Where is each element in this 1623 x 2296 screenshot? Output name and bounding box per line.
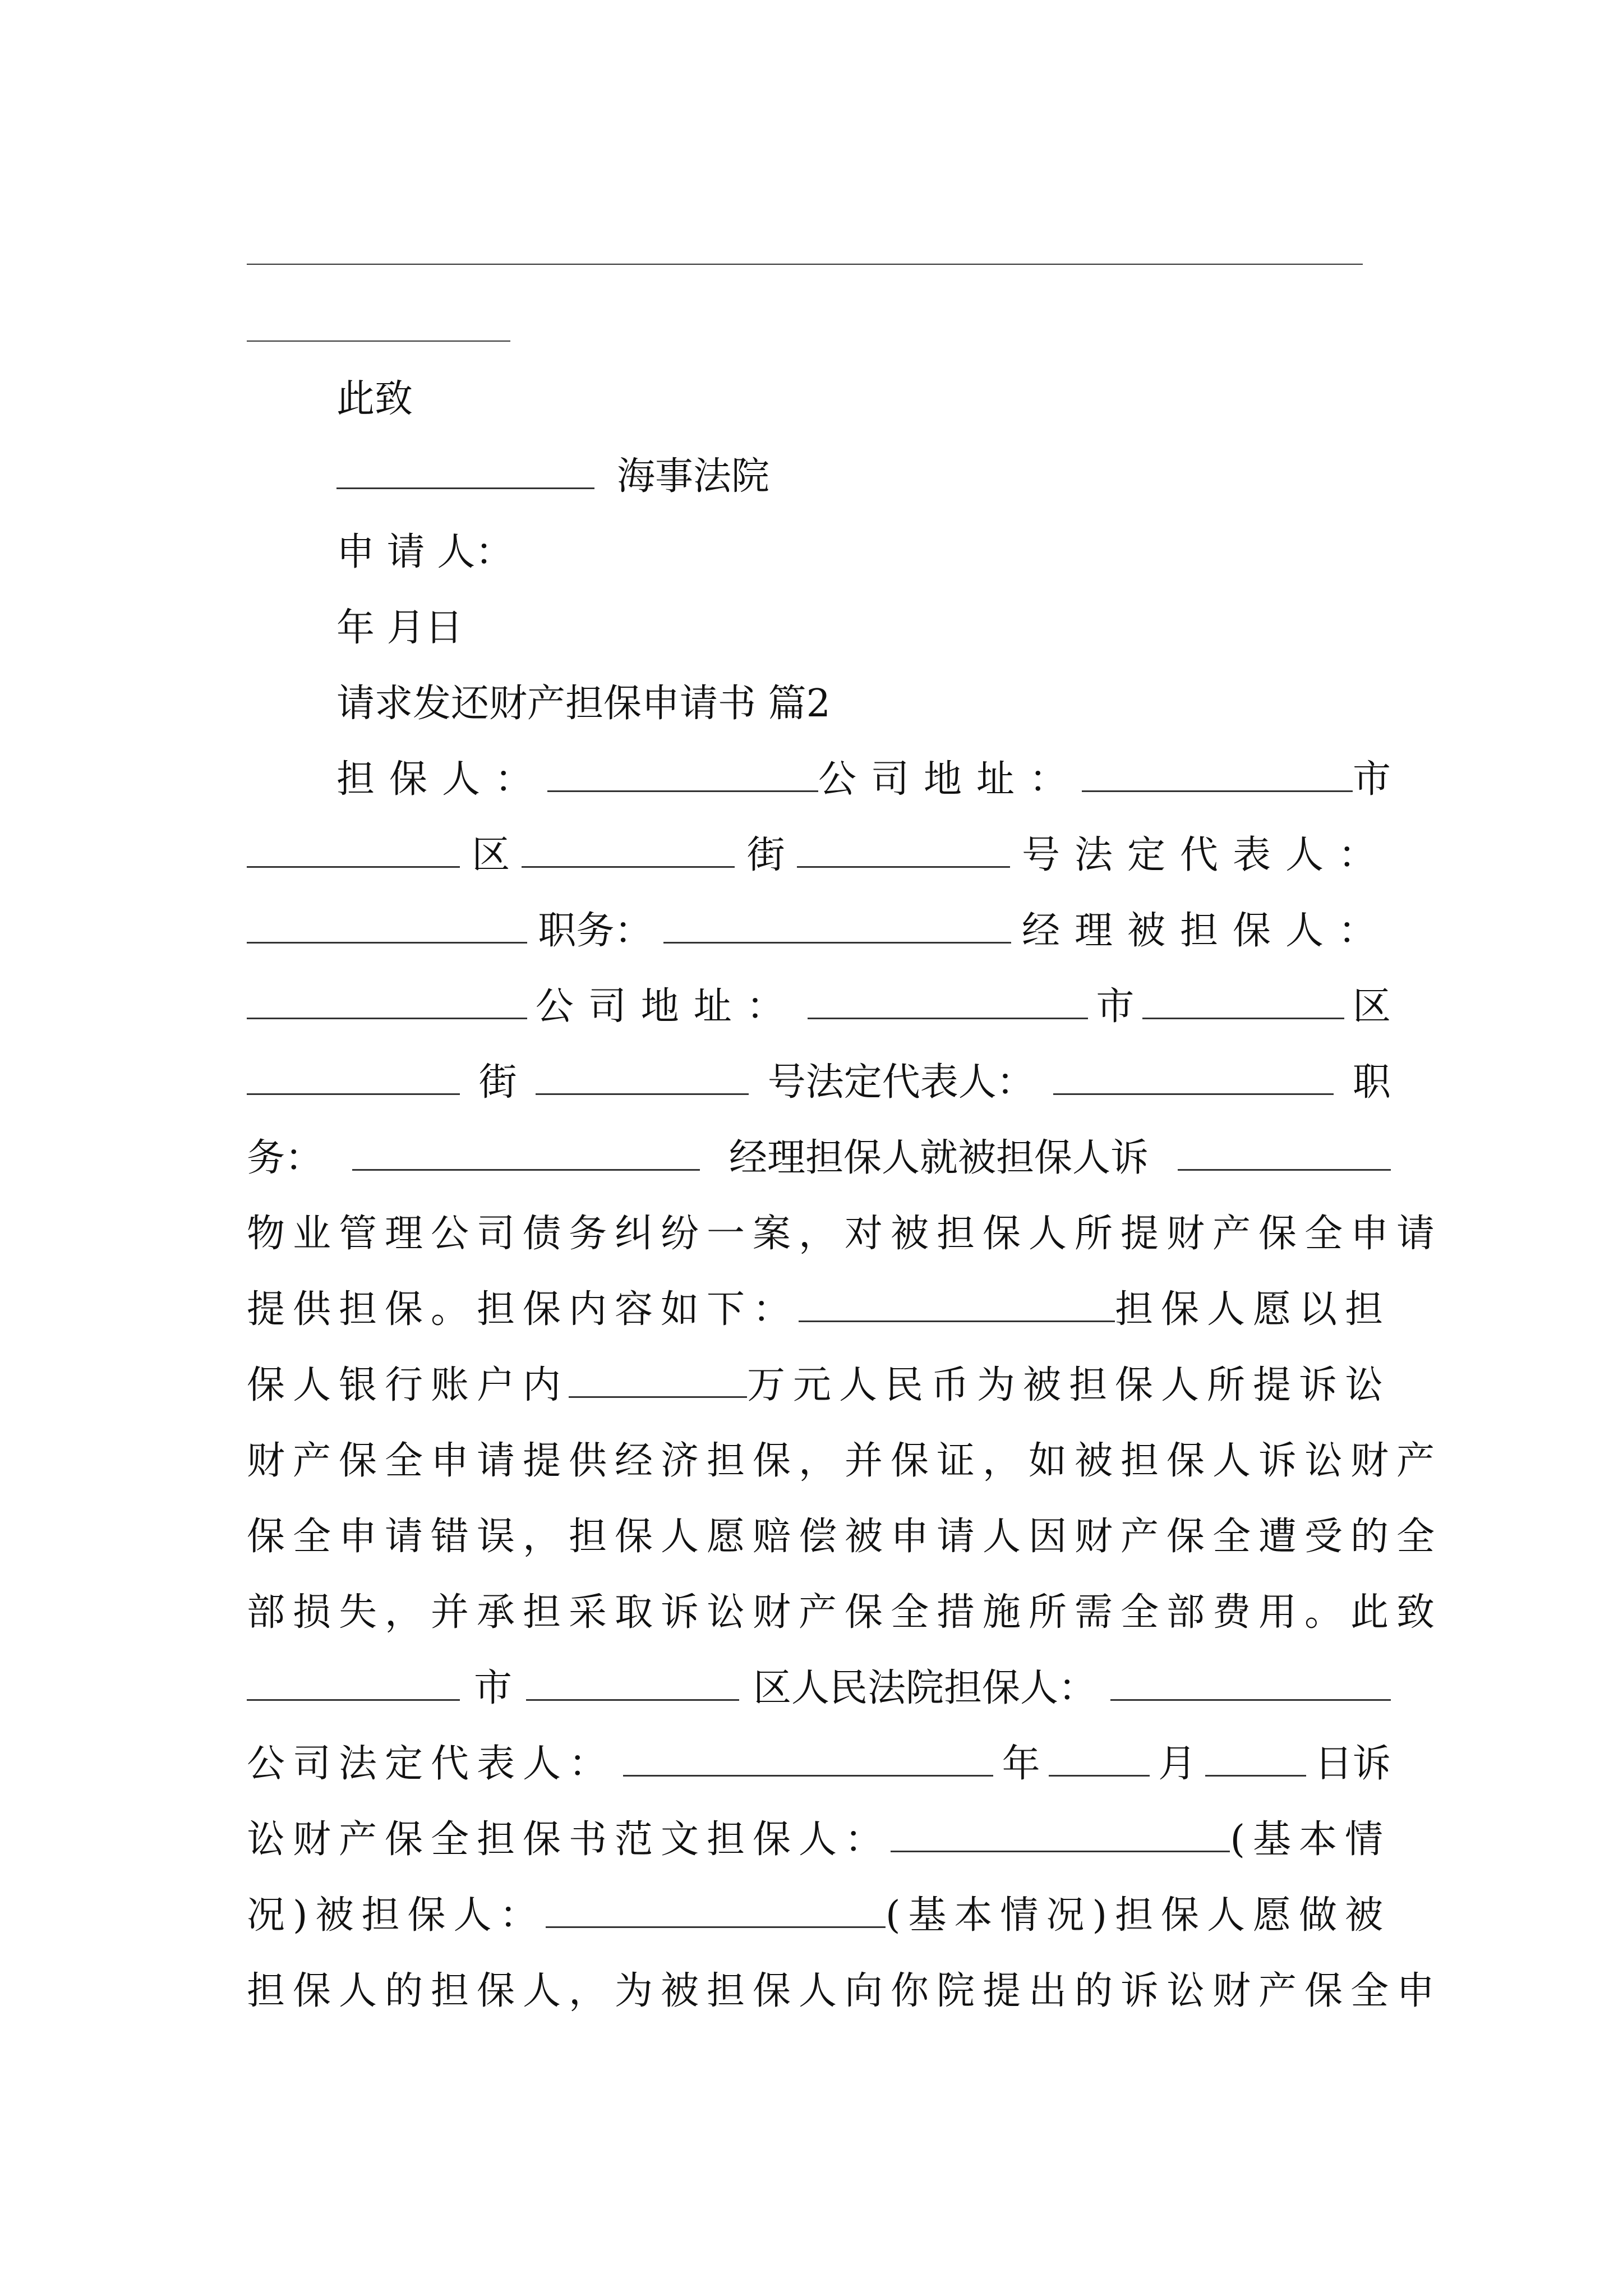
position-part2: 务： xyxy=(247,1136,324,1180)
closing-to xyxy=(336,371,1391,427)
body-line-8 xyxy=(247,1888,1391,1944)
manager-guaranteed-text: 经理被担保人： xyxy=(1021,909,1391,953)
city-blank-2[interactable] xyxy=(808,982,1088,1019)
applicant-label: 申 请 人： xyxy=(336,530,514,574)
district-blank[interactable] xyxy=(247,830,460,868)
body-line-6 xyxy=(247,1585,1443,1641)
court-city-blank[interactable] xyxy=(247,1663,460,1701)
guarantee-content-blank[interactable] xyxy=(799,1285,1115,1322)
body-line-4 xyxy=(247,1433,1443,1489)
company-legal-rep-text: 公司法定代表人： xyxy=(247,1742,615,1786)
street-blank-2[interactable] xyxy=(536,1057,749,1095)
form-line-5 xyxy=(247,1055,1391,1111)
manager-sue-text: 经理担保人就被担保人诉 xyxy=(728,1136,1149,1180)
body-line-9 xyxy=(247,1963,1443,2019)
district-cont-blank[interactable] xyxy=(247,1057,460,1095)
city-text-3: 市 xyxy=(473,1666,512,1710)
company-address-label-2: 公司地址： xyxy=(535,984,799,1029)
top-rule-short xyxy=(247,341,510,342)
form-line-4 xyxy=(247,979,1391,1035)
body-text-1: 物业管理公司债务纠纷一案，对被担保人所提财产保全申请 xyxy=(247,1212,1443,1256)
body-text-3b: 万元人民币为被担保人所提诉讼 xyxy=(746,1363,1391,1407)
body-text-7a: 讼财产保全担保书范文担保人： xyxy=(247,1818,891,1862)
district-court-guarantor-text: 区人民法院担保人： xyxy=(753,1666,1096,1710)
body-line-7 xyxy=(247,1812,1391,1868)
body-text-2a: 提供担保。担保内容如下： xyxy=(247,1287,799,1332)
year-text: 年 xyxy=(1002,1742,1040,1786)
body-line-3 xyxy=(247,1358,1391,1414)
guarantor-info-blank[interactable] xyxy=(891,1815,1230,1852)
form-line-6 xyxy=(247,1130,1391,1186)
guaranteed-info-blank[interactable] xyxy=(546,1890,886,1928)
number-legal-rep-text: 号法定代表人： xyxy=(1021,833,1391,877)
body-text-5: 保全申请错误，担保人愿赔偿被申请人因财产保全遭受的全 xyxy=(247,1515,1443,1559)
legal-rep-blank-2[interactable] xyxy=(1053,1057,1334,1095)
body-text-8a: 况)被担保人： xyxy=(247,1893,546,1938)
number-blank[interactable] xyxy=(797,830,1010,868)
date-label: 年 月日 xyxy=(336,606,463,650)
district-blank-2[interactable] xyxy=(1142,982,1344,1019)
month-blank[interactable] xyxy=(1049,1739,1150,1777)
legal-rep-blank[interactable] xyxy=(247,906,527,944)
street-text: 街 xyxy=(746,833,785,877)
body-text-6: 部损失，并承担采取诉讼财产保全措施所需全部费用。此致 xyxy=(247,1590,1443,1635)
body-text-9: 担保人的担保人，为被担保人向你院提出的诉讼财产保全申 xyxy=(247,1969,1443,2013)
body-line-5 xyxy=(247,1509,1443,1565)
street-text-2: 街 xyxy=(478,1060,517,1105)
company-address-label: 公司地址： xyxy=(818,757,1082,802)
city-text: 市 xyxy=(1352,757,1391,802)
guarantor-label: 担保人： xyxy=(336,757,548,802)
closing-applicant xyxy=(336,524,1391,581)
amount-blank[interactable] xyxy=(569,1360,747,1398)
number-legal-rep-text-2: 号法定代表人： xyxy=(767,1060,1035,1105)
month-text: 月 xyxy=(1158,1742,1197,1786)
closing-court xyxy=(336,449,1391,505)
closing-date xyxy=(336,600,1391,656)
position-blank[interactable] xyxy=(663,906,1011,944)
section-title-text: 请求发还财产担保申请书 篇2 xyxy=(336,682,831,726)
closing-to-text: 此致 xyxy=(336,377,413,421)
body-text-3a: 保人银行账户内 xyxy=(247,1363,569,1407)
body-line-2 xyxy=(247,1282,1391,1338)
top-rule-long xyxy=(247,264,1363,265)
body-text-8b: (基本情况)担保人愿做被 xyxy=(885,1893,1391,1938)
court-line xyxy=(247,1660,1391,1717)
guaranteed-name-blank[interactable] xyxy=(247,982,527,1019)
plaintiff-blank[interactable] xyxy=(1178,1133,1391,1171)
guarantor-blank[interactable] xyxy=(547,754,818,792)
district-text-2: 区 xyxy=(1352,984,1391,1029)
body-text-4: 财产保全申请提供经济担保，并保证，如被担保人诉讼财产 xyxy=(247,1439,1443,1483)
position-blank-2[interactable] xyxy=(352,1133,700,1171)
district-text: 区 xyxy=(472,833,510,877)
city-blank[interactable] xyxy=(1082,754,1353,792)
form-line-1 xyxy=(336,752,1391,808)
position-part1: 职 xyxy=(1352,1060,1391,1105)
signature-line xyxy=(247,1736,1391,1792)
street-blank[interactable] xyxy=(522,830,735,868)
day-sue-text: 日诉 xyxy=(1314,1742,1391,1786)
court-district-blank[interactable] xyxy=(526,1663,739,1701)
body-line-1 xyxy=(247,1206,1443,1262)
city-text-2: 市 xyxy=(1096,984,1135,1029)
position-label: 职务： xyxy=(538,909,653,953)
body-text-7b: (基本情 xyxy=(1230,1818,1391,1862)
day-blank[interactable] xyxy=(1205,1739,1306,1777)
form-line-3 xyxy=(247,903,1391,959)
section-title xyxy=(336,676,1391,732)
court-guarantor-blank[interactable] xyxy=(1110,1663,1391,1701)
form-line-2 xyxy=(247,827,1391,884)
legal-rep-sign-blank[interactable] xyxy=(623,1739,993,1777)
body-text-2b: 担保人愿以担 xyxy=(1114,1287,1391,1332)
court-name-blank[interactable] xyxy=(336,452,594,489)
court-suffix: 海事法院 xyxy=(617,454,770,499)
